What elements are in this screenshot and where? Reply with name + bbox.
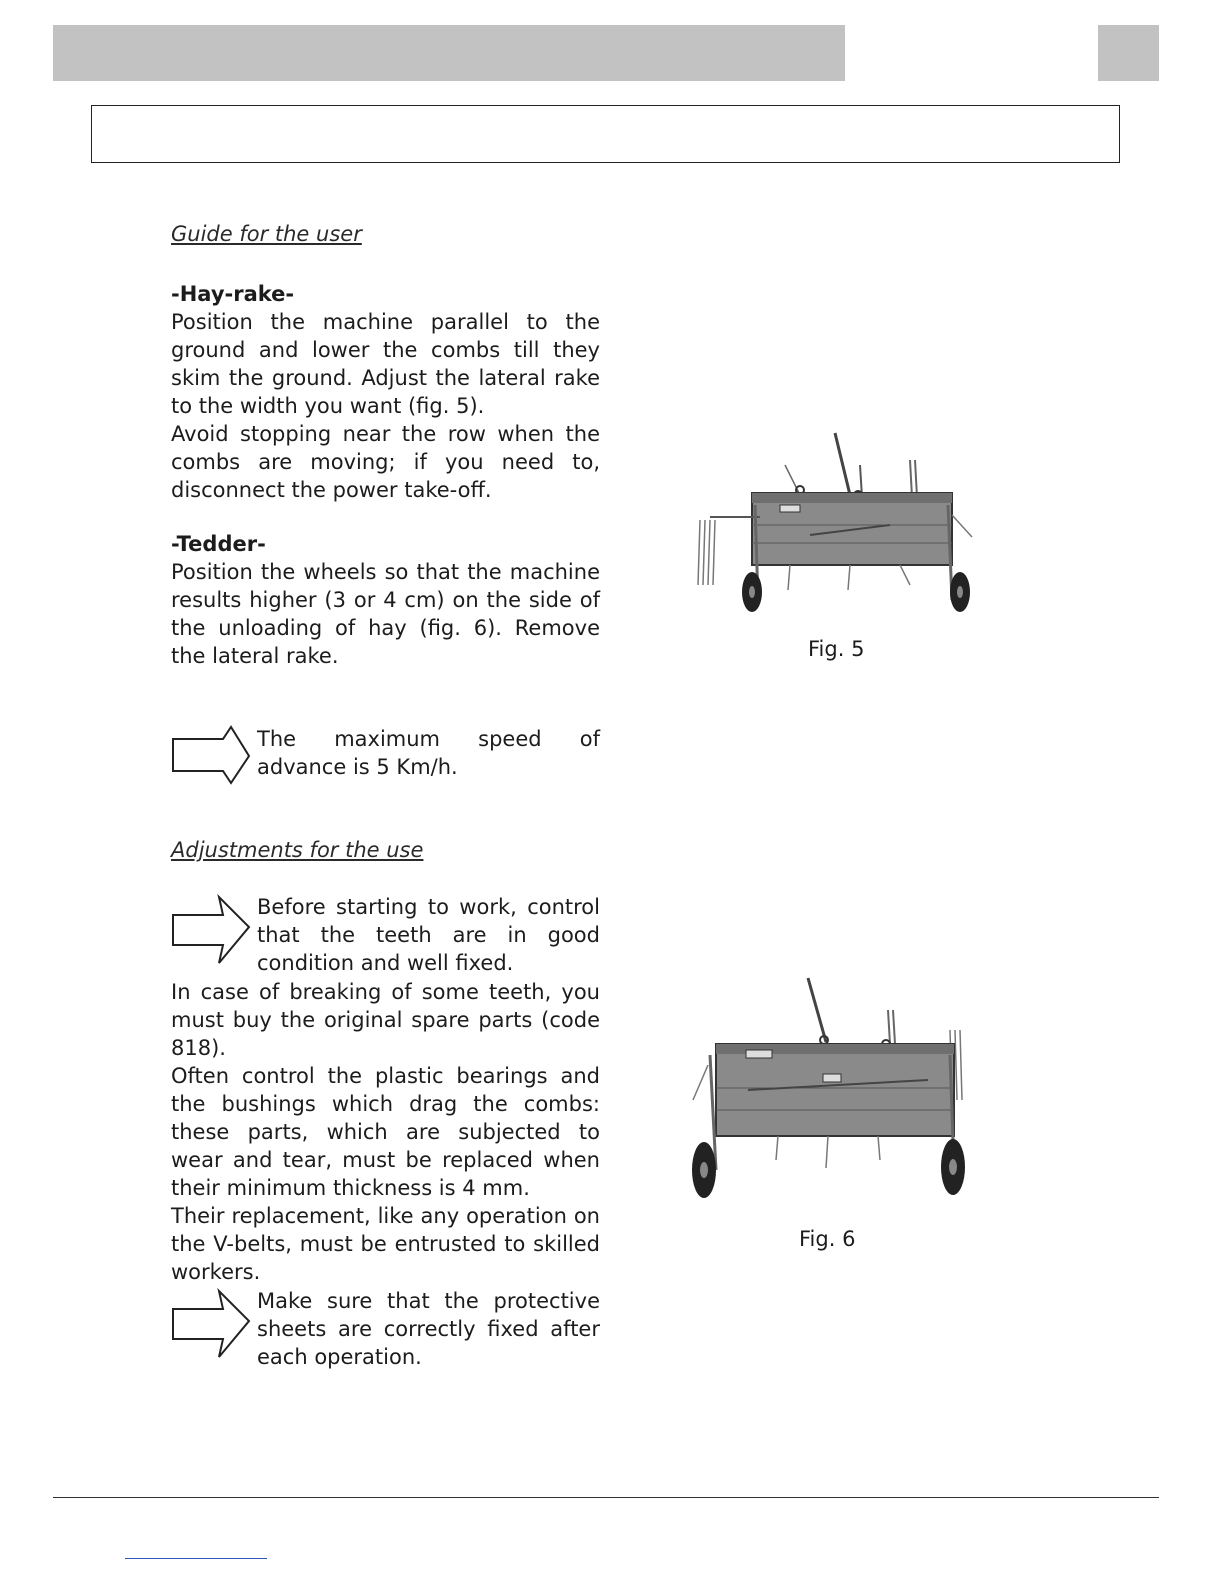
- figure-5-hay-rake-image: [690, 425, 980, 620]
- arrow-right-icon: [171, 1287, 251, 1359]
- hay-rake-paragraph-1: Position the machine parallel to the ground and lower the combs till they skim the ground. Adjust the lateral rake to the width you want (fig. 5).: [171, 310, 600, 418]
- speed-note: [171, 725, 600, 781]
- hay-rake-paragraph-2: Avoid stopping near the row when the combs are moving; if you need to, disconnect the power take-off.: [171, 422, 600, 502]
- sheets-note-text: Make sure that the protective sheets are correctly fixed after each operation.: [257, 1289, 600, 1369]
- header-bar: [53, 25, 845, 81]
- arrow-right-icon: [171, 725, 251, 787]
- figure-6-tedder-image: [688, 970, 978, 1205]
- figure-6-caption: Fig. 6: [799, 1227, 856, 1251]
- footer-link-underline: [125, 1558, 267, 1559]
- title-frame: [91, 105, 1120, 163]
- hay-rake-heading: -Hay-rake-: [171, 282, 295, 306]
- hay-rake-section: [171, 280, 600, 504]
- tedder-heading: -Tedder-: [171, 532, 266, 556]
- speed-note-text: The maximum speed of advance is 5 Km/h.: [257, 727, 600, 779]
- footer-rule: [53, 1497, 1159, 1498]
- breaking-paragraph: In case of breaking of some teeth, you must buy the original spare parts (code 818).: [171, 980, 600, 1060]
- bearings-paragraph: Often control the plastic bearings and the bushings which drag the combs: these parts, which are subjected to wear and tear, must be replaced when their minimum thickness is 4 mm.: [171, 1064, 600, 1200]
- sheets-note: [171, 1287, 600, 1371]
- teeth-note: [171, 893, 600, 977]
- guide-title: Guide for the user: [171, 222, 362, 246]
- tedder-paragraph: Position the wheels so that the machine results higher (3 or 4 cm) on the side of the unloading of hay (fig. 6). Remove the lateral rake.: [171, 560, 600, 668]
- maintenance-section: [171, 978, 600, 1286]
- arrow-right-icon: [171, 893, 251, 965]
- teeth-note-text: Before starting to work, control that the teeth are in good condition and well fixed.: [257, 895, 600, 975]
- figure-5-caption: Fig. 5: [808, 637, 865, 661]
- header-page-box: [1098, 25, 1159, 81]
- adjustments-title: Adjustments for the use: [171, 838, 424, 862]
- replacement-paragraph: Their replacement, like any operation on the V-belts, must be entrusted to skilled workers.: [171, 1204, 600, 1284]
- tedder-section: [171, 530, 600, 670]
